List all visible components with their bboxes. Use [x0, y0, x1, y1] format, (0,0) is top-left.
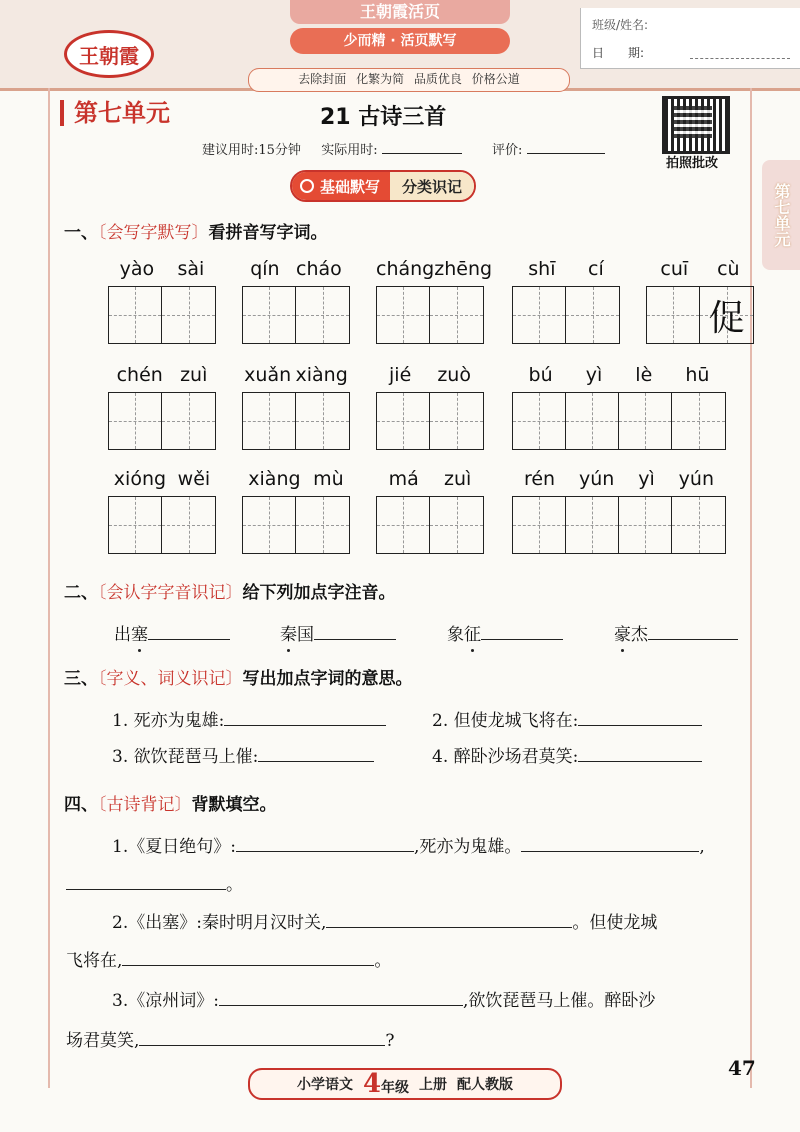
meaning-item-3 [112, 742, 374, 767]
q2-blank-2[interactable] [122, 947, 374, 966]
meaning-text-1: 1. 死亦为鬼雄: [112, 711, 225, 731]
recite-q1-line1 [112, 832, 705, 857]
section2-number: 二、 [64, 583, 98, 603]
pinyin-syllable: shī [528, 258, 556, 280]
actual-time-blank[interactable] [382, 135, 462, 154]
pinyin-word-box [108, 258, 216, 344]
tian-grid [108, 286, 216, 344]
section1-heading [64, 218, 328, 243]
pinyin-syllable: chén [116, 364, 163, 386]
writing-cell[interactable] [109, 287, 162, 343]
tian-grid [512, 496, 726, 554]
writing-cell[interactable] [162, 393, 215, 449]
section2-instruction: 给下列加点字注音。 [242, 583, 396, 603]
footer-volume: 上册 [419, 1077, 448, 1093]
recite-q3-line2 [66, 1026, 395, 1051]
tian-grid [646, 286, 754, 344]
pinyin-syllable: zhēng [434, 258, 493, 280]
pinyin-syllable: yào [119, 258, 155, 280]
lesson-title: 21 古诗三首 [320, 105, 447, 130]
section1-bracket: 〔会写字默写〕 [98, 223, 209, 243]
page-number: 47 [728, 1056, 756, 1080]
writing-cell[interactable] [566, 497, 619, 553]
tian-grid [512, 392, 726, 450]
pinyin-syllable: yún [678, 468, 714, 490]
qr-caption: 拍照批改 [666, 156, 719, 171]
writing-cell[interactable] [296, 287, 349, 343]
q1-blank-2[interactable] [521, 833, 699, 852]
q1-title: 1.《夏日绝句》: [112, 837, 236, 857]
recite-q2-line2 [66, 946, 391, 971]
pinyin-word-box [108, 364, 216, 450]
pinyin-syllable: cháng [376, 258, 435, 280]
writing-cell[interactable] [243, 497, 296, 553]
writing-cell[interactable] [647, 287, 700, 343]
meaning-text-3: 3. 欲饮琵琶马上催: [112, 747, 259, 767]
q1-comma: , [699, 837, 705, 857]
tian-grid [376, 392, 484, 450]
brand-slogan: 去除封面 化繁为简 品质优良 价格公道 [248, 68, 570, 92]
meaning-blank-2[interactable] [578, 707, 702, 726]
tian-grid [108, 496, 216, 554]
pinyin-syllable: zuì [444, 468, 472, 490]
date-blank[interactable] [690, 58, 790, 59]
pinyin-syllable: xuǎn [244, 364, 292, 386]
section2-heading [64, 578, 396, 603]
writing-cell[interactable] [243, 287, 296, 343]
unit-title: 第七单元 [60, 100, 170, 126]
writing-cell[interactable] [672, 393, 725, 449]
q1-end: 。 [226, 875, 243, 895]
q3-end: ? [385, 1031, 395, 1051]
pinyin-syllable: má [388, 468, 419, 490]
meaning-item-4 [432, 742, 702, 767]
pinyin-label-row [376, 364, 484, 392]
pinyin-syllable: yì [585, 364, 603, 386]
section4-heading [64, 790, 277, 815]
prefilled-character: 促 [708, 297, 745, 339]
meaning-blank-3[interactable] [258, 743, 374, 762]
pinyin-label-row [242, 258, 350, 286]
brand-subtitle: 少而精 · 活页默写 [290, 28, 510, 54]
pinyin-label-row [108, 468, 216, 496]
pinyin-syllable: bú [528, 364, 553, 386]
footer-grade-number: 4 [362, 1069, 382, 1099]
class-name-label: 班级/姓名: [592, 18, 649, 32]
pinyin-syllable: rén [523, 468, 556, 490]
section4-number: 四、 [64, 795, 98, 815]
writing-cell[interactable] [377, 497, 430, 553]
tian-grid [376, 286, 484, 344]
writing-cell[interactable] [566, 393, 619, 449]
q3-text: ,欲饮琵琶马上催。醉卧沙 [462, 991, 656, 1011]
pinyin-label-row [242, 364, 350, 392]
writing-cell[interactable] [619, 393, 672, 449]
footer-subject: 小学语文 [296, 1077, 353, 1093]
q3-blank-1[interactable] [219, 987, 463, 1006]
pinyin-label-row [376, 258, 493, 286]
section3-number: 三、 [64, 669, 98, 689]
writing-cell[interactable] [700, 287, 753, 343]
pinyin-syllable: yì [638, 468, 655, 490]
pill-left-label: 基础默写 [320, 177, 381, 196]
tian-grid [512, 286, 620, 344]
section2-bracket: 〔会认字字音识记〕 [98, 583, 243, 603]
q1-blank-1[interactable] [236, 833, 414, 852]
phonetic-blank-3[interactable] [481, 621, 563, 640]
tian-grid [242, 392, 350, 450]
section1-number: 一、 [64, 223, 98, 243]
footer-edition: 配人教版 [457, 1077, 514, 1093]
pinyin-syllable: wěi [177, 468, 211, 490]
phonetic-item-4: 豪杰 [614, 620, 738, 645]
section3-bracket: 〔字义、词义识记〕 [98, 669, 243, 689]
pinyin-syllable: jié [389, 364, 412, 386]
pinyin-word-box [376, 258, 493, 344]
pinyin-word-box [646, 258, 754, 344]
pinyin-word-box [242, 258, 350, 344]
time-row [202, 135, 605, 158]
pinyin-word-box [376, 468, 484, 554]
pinyin-syllable: xiàng [248, 468, 301, 490]
section4-instruction: 背默填空。 [191, 795, 277, 815]
writing-cell[interactable] [430, 393, 483, 449]
date-label: 日 期: [592, 46, 645, 60]
section4-bracket: 〔古诗背记〕 [98, 795, 192, 815]
writing-cell[interactable] [566, 287, 619, 343]
q2-end: 。 [374, 951, 392, 971]
writing-cell[interactable] [513, 393, 566, 449]
section3-heading [64, 664, 413, 689]
writing-cell[interactable] [430, 497, 483, 553]
q2-text: 。但使龙城 [572, 913, 658, 933]
phonetic-blank-1[interactable] [148, 621, 230, 640]
pinyin-syllable: zuì [180, 364, 208, 386]
medal-icon [300, 179, 314, 193]
pinyin-word-box [512, 258, 620, 344]
phonetic-blank-4[interactable] [648, 621, 738, 640]
writing-cell[interactable] [109, 497, 162, 553]
tian-grid [108, 392, 216, 450]
qr-pattern [674, 106, 712, 138]
writing-cell[interactable] [109, 393, 162, 449]
phonetic-blank-2[interactable] [314, 621, 396, 640]
meaning-blank-1[interactable] [224, 707, 386, 726]
pinyin-word-box [242, 468, 350, 554]
brand-title: 王朝霞活页 [290, 0, 510, 24]
pinyin-word-box [512, 364, 726, 450]
writing-cell[interactable] [162, 497, 215, 553]
pinyin-syllable: mù [313, 468, 344, 490]
writing-cell[interactable] [377, 287, 430, 343]
pinyin-syllable: xióng [113, 468, 167, 490]
pinyin-word-box [376, 364, 484, 450]
pinyin-syllable: yún [579, 468, 615, 490]
pinyin-syllable: cuī [660, 258, 689, 280]
actual-time-label: 实际用时: [321, 143, 378, 158]
section3-instruction: 写出加点字词的意思。 [242, 669, 413, 689]
writing-cell[interactable] [513, 497, 566, 553]
meaning-text-2: 2. 但使龙城飞将在: [432, 711, 579, 731]
pinyin-syllable: xiàng [295, 364, 348, 386]
q2-cont: 飞将在, [66, 951, 123, 971]
brand-logo: 王朝霞 [64, 30, 154, 78]
recite-q3-line1 [112, 986, 655, 1011]
rating-blank[interactable] [527, 135, 605, 154]
pinyin-syllable: cù [717, 258, 740, 280]
writing-cell[interactable] [672, 497, 725, 553]
pinyin-word-box [512, 468, 726, 554]
q1-blank-3[interactable] [66, 871, 226, 890]
phonetic-item-2: 秦国 [280, 620, 396, 645]
phonetic-item-3: 象征 [447, 620, 563, 645]
writing-cell[interactable] [377, 393, 430, 449]
tian-grid [376, 496, 484, 554]
pinyin-word-box [108, 468, 216, 554]
tian-grid [242, 496, 350, 554]
pinyin-syllable: lè [635, 364, 653, 386]
q1-text: ,死亦为鬼雄。 [413, 837, 522, 857]
pinyin-syllable: qín [250, 258, 280, 280]
footer-grade-suffix: 年级 [381, 1080, 410, 1096]
pinyin-syllable: sài [177, 258, 205, 280]
pill-category: 分类识记 [390, 172, 474, 200]
suggested-time: 建议用时:15分钟 [202, 143, 301, 158]
tian-grid [242, 286, 350, 344]
writing-cell[interactable] [296, 393, 349, 449]
pinyin-label-row [376, 468, 484, 496]
pinyin-label-row [512, 258, 620, 286]
footer-book-info [248, 1068, 562, 1100]
writing-cell[interactable] [162, 287, 215, 343]
rating-label: 评价: [492, 143, 523, 158]
pinyin-word-box [242, 364, 350, 450]
pinyin-label-row [646, 258, 754, 286]
meaning-item-1 [112, 706, 386, 731]
q3-blank-2[interactable] [139, 1027, 385, 1046]
pinyin-syllable: cí [588, 258, 604, 280]
writing-cell[interactable] [513, 287, 566, 343]
pinyin-label-row [108, 258, 216, 286]
writing-cell[interactable] [619, 497, 672, 553]
pinyin-label-row [512, 364, 726, 392]
pinyin-syllable: hū [685, 364, 710, 386]
writing-cell[interactable] [430, 287, 483, 343]
pinyin-label-row [242, 468, 350, 496]
writing-cell[interactable] [296, 497, 349, 553]
recite-q2-line1 [112, 908, 657, 933]
pinyin-syllable: cháo [296, 258, 342, 280]
q2-title: 2.《出塞》:秦时明月汉时关, [112, 913, 327, 933]
pinyin-label-row [512, 468, 726, 496]
pinyin-syllable: zuò [437, 364, 471, 386]
section-pill [290, 170, 476, 202]
meaning-text-4: 4. 醉卧沙场君莫笑: [432, 747, 579, 767]
writing-cell[interactable] [243, 393, 296, 449]
recite-q1-line2 [66, 870, 243, 895]
meaning-item-2 [432, 706, 702, 731]
section1-instruction: 看拼音写字词。 [208, 223, 328, 243]
q3-title: 3.《凉州词》: [112, 991, 219, 1011]
pinyin-label-row [108, 364, 216, 392]
phonetic-item-1: 出塞 [114, 620, 230, 645]
side-unit-tab: 第七单元 [762, 160, 800, 270]
pill-basic [292, 172, 390, 200]
meaning-blank-4[interactable] [578, 743, 702, 762]
q2-blank-1[interactable] [326, 909, 572, 928]
q3-cont: 场君莫笑, [66, 1031, 140, 1051]
